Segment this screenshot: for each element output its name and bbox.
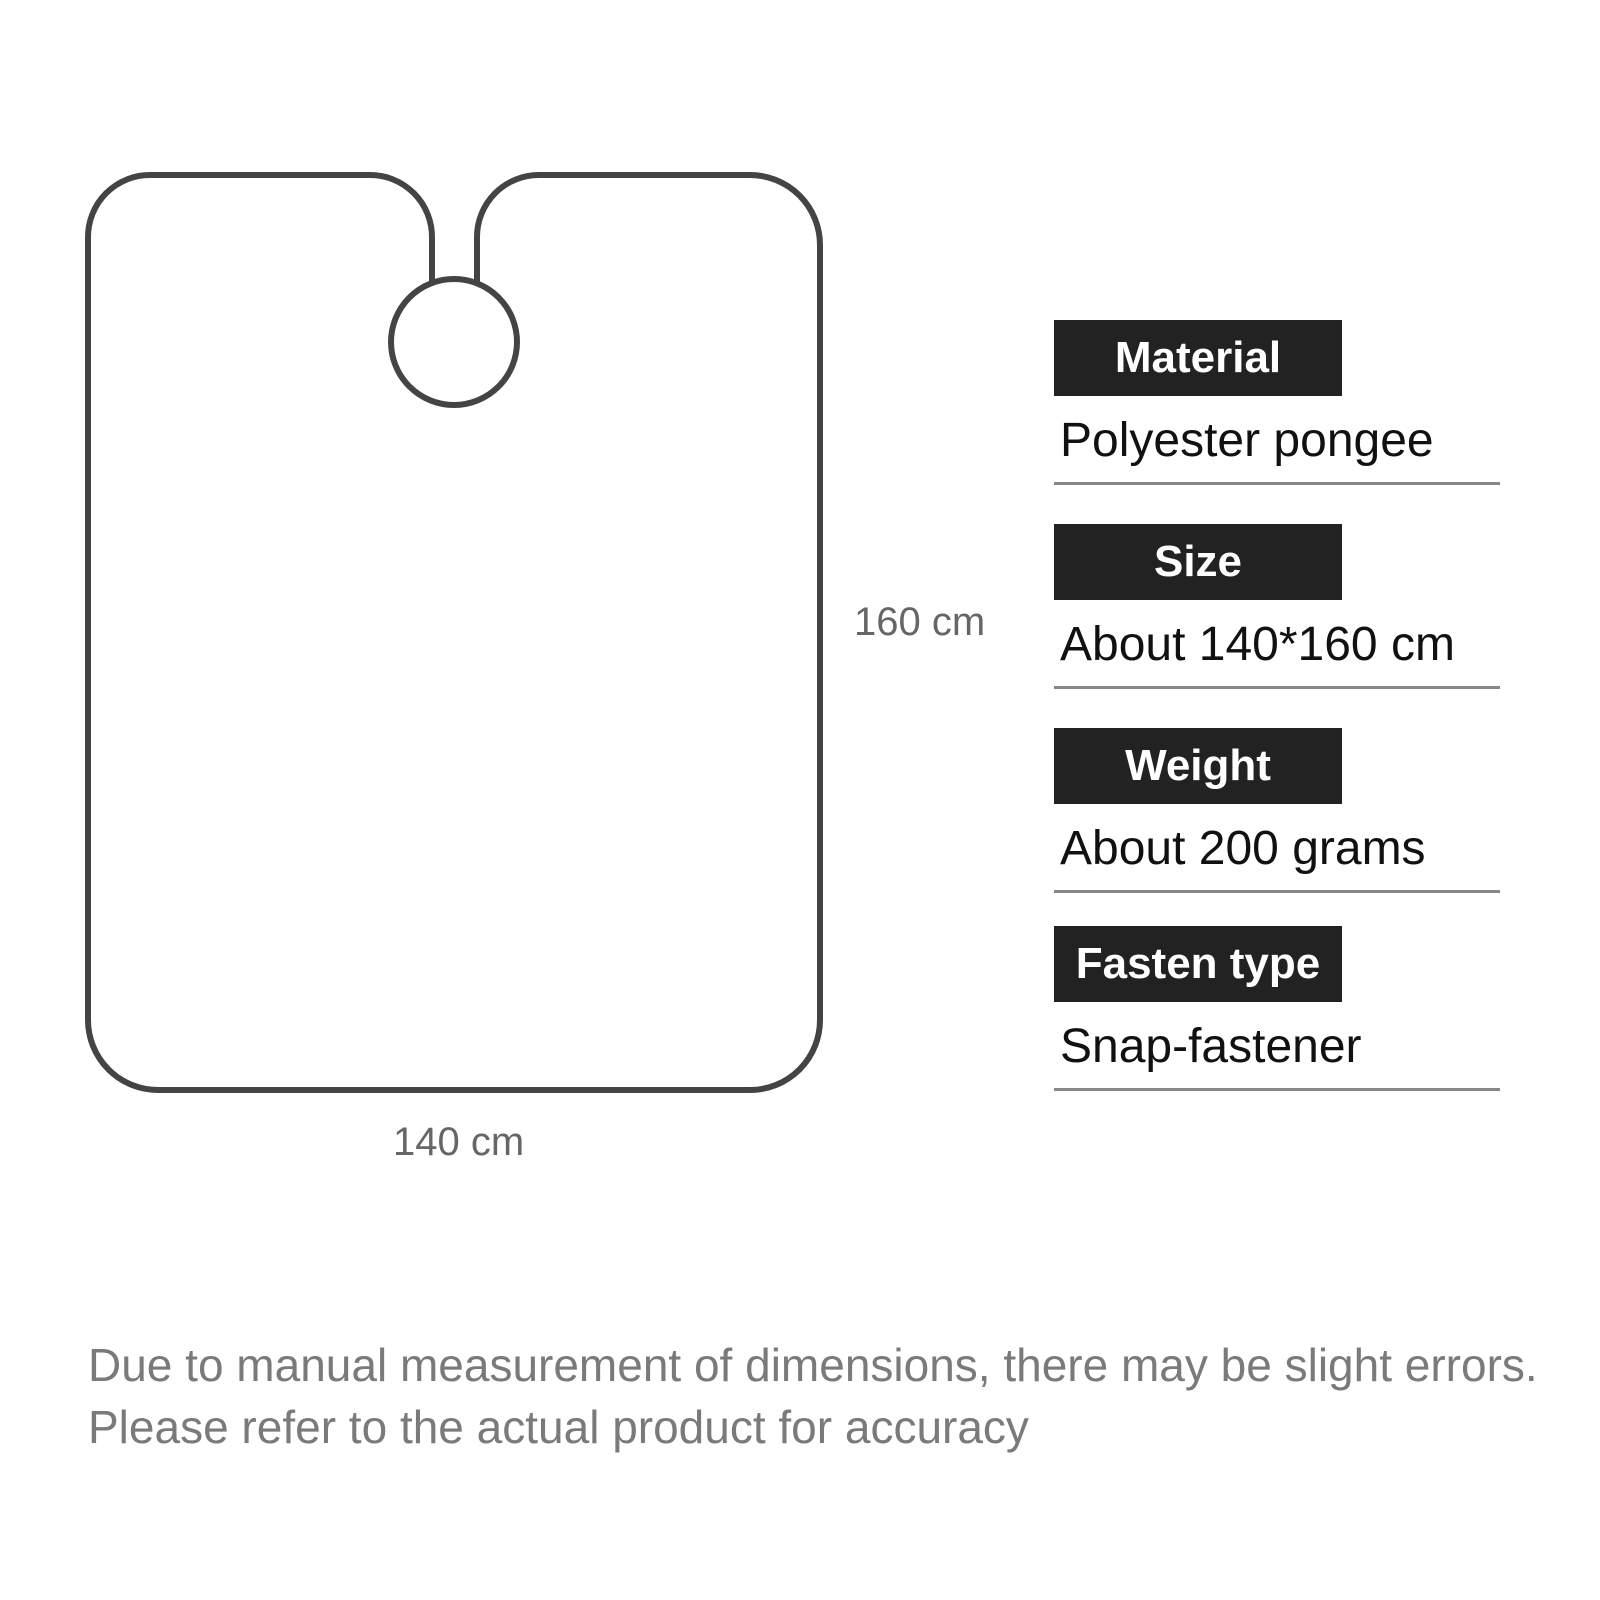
disclaimer-line: Please refer to the actual product for accuracy	[88, 1401, 1029, 1453]
spec-label-badge: Fasten type	[1054, 926, 1342, 1002]
spec-value: Polyester pongee	[1060, 414, 1434, 467]
spec-value: Snap-fastener	[1060, 1020, 1362, 1073]
width-dimension-label: 140 cm	[393, 1120, 525, 1164]
neck-hole	[391, 279, 517, 405]
spec-label-badge: Size	[1054, 524, 1342, 600]
spec-label-badge: Material	[1054, 320, 1342, 396]
spec-value: About 140*160 cm	[1060, 618, 1455, 671]
spec-divider	[1054, 482, 1500, 485]
disclaimer-line: Due to manual measurement of dimensions, there may be slight errors.	[88, 1339, 1538, 1391]
measurement-disclaimer	[88, 1334, 1568, 1458]
height-dimension-label: 160 cm	[854, 600, 986, 644]
spec-weight	[1054, 728, 1500, 893]
spec-fasten-type	[1054, 926, 1500, 1091]
spec-divider	[1054, 1088, 1500, 1091]
spec-label-badge: Weight	[1054, 728, 1342, 804]
spec-material	[1054, 320, 1500, 485]
spec-value: About 200 grams	[1060, 822, 1426, 875]
spec-divider	[1054, 890, 1500, 893]
spec-size	[1054, 524, 1500, 689]
spec-divider	[1054, 686, 1500, 689]
